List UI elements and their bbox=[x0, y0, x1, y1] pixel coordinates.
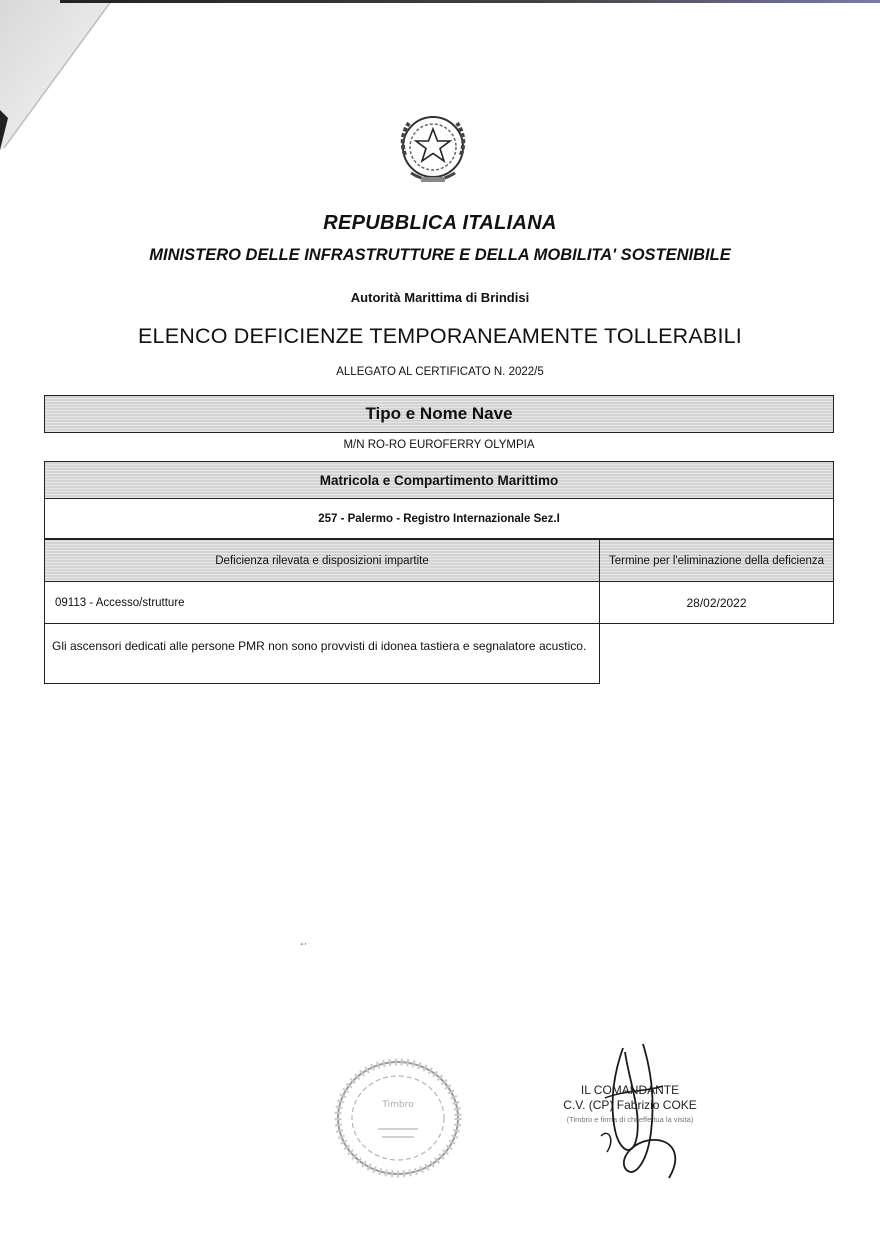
certificate-annex-line: ALLEGATO AL CERTIFICATO N. 2022/5 bbox=[336, 366, 544, 378]
scan-corner-fold bbox=[0, 0, 118, 150]
signature-note: (Timbro e firma di chi effettua la visita) bbox=[566, 1115, 694, 1124]
official-stamp-icon bbox=[330, 1055, 466, 1181]
deficiency-code: 09113 - Accesso/strutture bbox=[55, 596, 185, 609]
deficiency-column-header bbox=[44, 539, 600, 582]
ship-header-label: Tipo e Nome Nave bbox=[365, 404, 513, 423]
deficiency-deadline: 28/02/2022 bbox=[686, 595, 747, 610]
registration-value-text: 257 - Palermo - Registro Internazionale Sez.I bbox=[318, 512, 560, 525]
commander-name: C.V. (CP) Fabrizio COKE bbox=[563, 1098, 697, 1112]
authority-name: Autorità Marittima di Brindisi bbox=[350, 290, 530, 305]
registration-value bbox=[44, 499, 834, 539]
scan-top-edge bbox=[60, 0, 880, 3]
registration-header-label: Matricola e Compartimento Marittimo bbox=[319, 472, 559, 488]
registration-header bbox=[44, 461, 834, 499]
document-title: ELENCO DEFICIENZE TEMPORANEAMENTE TOLLERABILI bbox=[138, 324, 742, 348]
deficiency-description: Gli ascensori dedicati alle persone PMR non sono provvisti di idonea tastiera e segnalatore acustico. bbox=[44, 624, 600, 684]
deficiency-column-label: Deficienza rilevata e disposizioni impartite bbox=[215, 554, 429, 567]
deadline-column-label: Termine per l'eliminazione della deficienza bbox=[608, 554, 825, 567]
commander-role: IL COMANDANTE bbox=[580, 1083, 680, 1097]
republic-heading: REPUBBLICA ITALIANA bbox=[323, 212, 557, 234]
ministry-heading: MINISTERO DELLE INFRASTRUTTURE E DELLA MOBILITA' SOSTENIBILE bbox=[149, 246, 731, 264]
stray-scan-mark: -· bbox=[300, 938, 308, 950]
ship-name: M/N RO-RO EUROFERRY OLYMPIA bbox=[343, 439, 535, 451]
svg-text:Timbro: Timbro bbox=[382, 1100, 414, 1110]
deficiency-code-cell bbox=[44, 582, 600, 624]
italian-republic-emblem-icon bbox=[393, 107, 473, 193]
ship-type-name-header bbox=[44, 395, 834, 433]
handwritten-signature-icon bbox=[585, 1040, 690, 1190]
deficiency-deadline-cell bbox=[600, 582, 834, 624]
deadline-column-header bbox=[600, 539, 834, 582]
